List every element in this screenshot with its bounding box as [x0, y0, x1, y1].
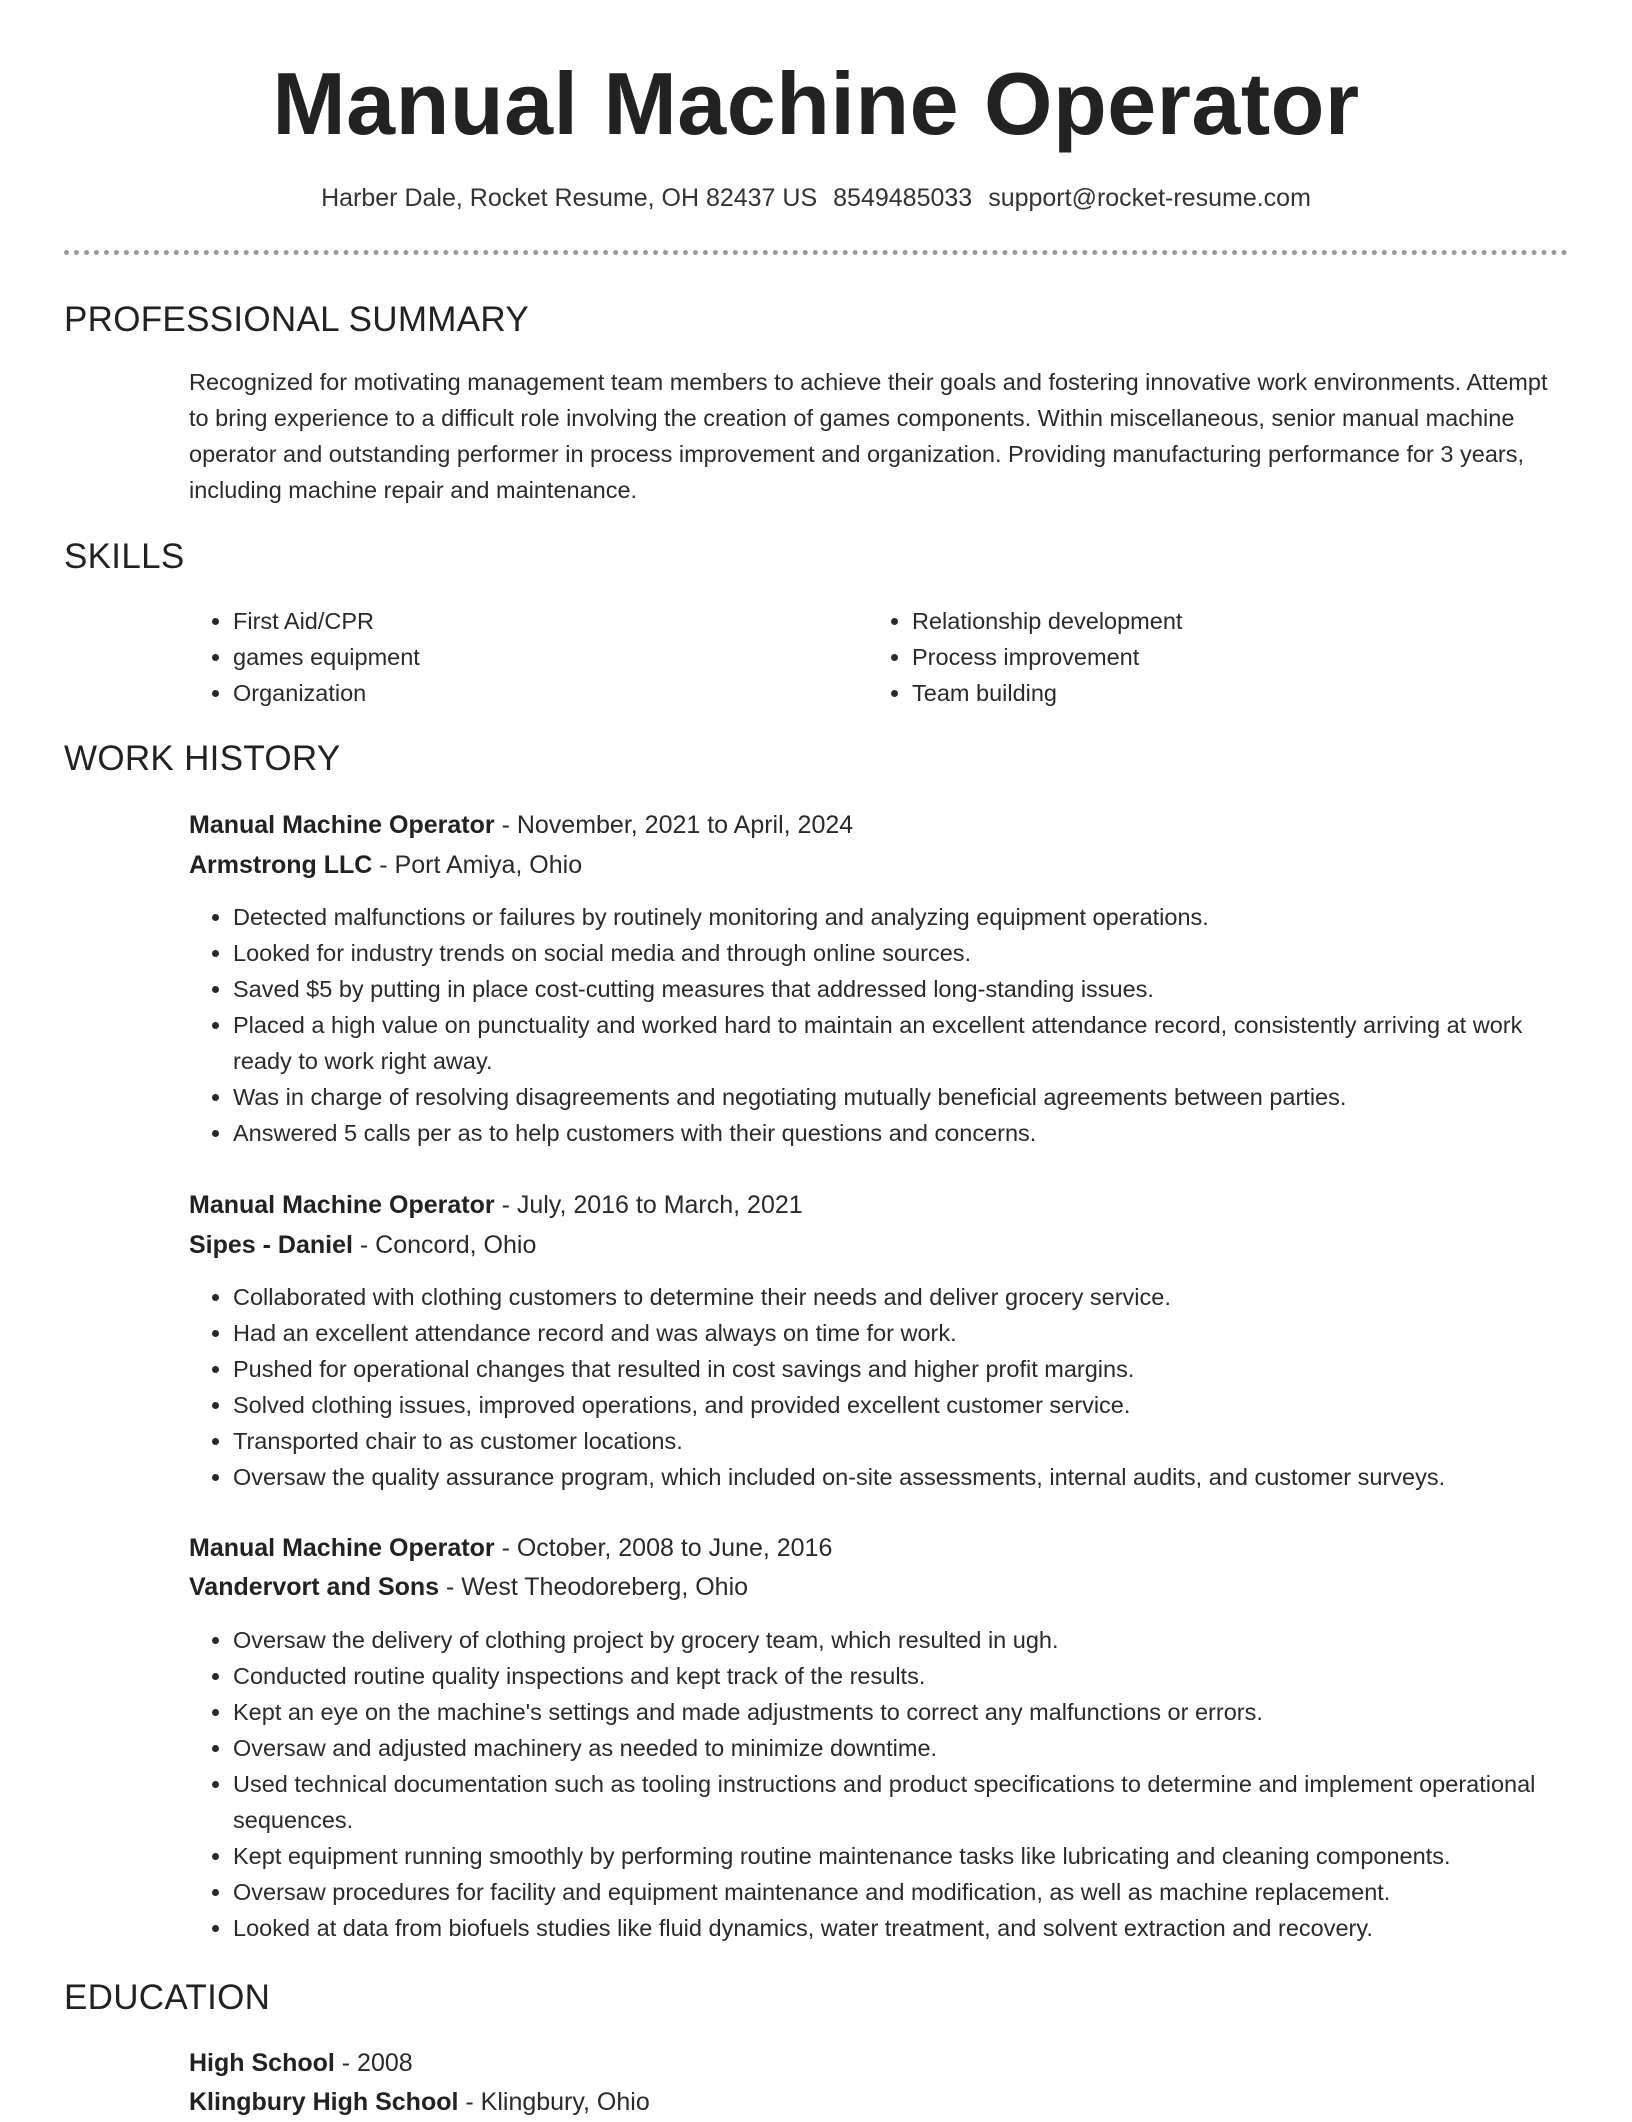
job-title-line — [189, 1185, 803, 1225]
education-school: Klingbury High School — [189, 2088, 459, 2116]
job-bullet: • Kept an eye on the machine's settings and made adjustments to correct any malfunctions or errors. — [233, 1694, 1569, 1730]
resume-name-heading: Manual Machine Operator — [272, 54, 1360, 153]
job-bullet: • Pushed for operational changes that resulted in cost savings and higher profit margins. — [233, 1351, 1569, 1387]
job-title: Manual Machine Operator — [189, 1534, 495, 1562]
job-bullet: • Conducted routine quality inspections and kept track of the results. — [233, 1658, 1569, 1694]
job-bullet: • Transported chair to as customer locations. — [233, 1423, 1569, 1459]
education-school-line — [189, 2082, 650, 2122]
job-dates: - October, 2008 to June, 2016 — [494, 1534, 833, 1562]
contact-address: Harber Dale, Rocket Resume, OH 82437 US — [321, 184, 818, 212]
skill-item: • Relationship development — [912, 603, 1508, 639]
job-bullet: • Answered 5 calls per as to help customers with their questions and concerns. — [233, 1115, 1569, 1151]
skill-item: • games equipment — [233, 639, 829, 675]
section-title-work-history: WORK HISTORY — [64, 739, 341, 778]
job-bullet-list — [189, 1279, 1569, 1495]
header-divider — [64, 250, 1568, 255]
job-bullet: • Oversaw the delivery of clothing project by grocery team, which resulted in ugh. — [233, 1622, 1569, 1658]
employer-name: Vandervort and Sons — [189, 1573, 440, 1601]
contact-phone: 8549485033 — [833, 184, 973, 212]
education-degree: High School — [189, 2049, 335, 2077]
job-dates: - November, 2021 to April, 2024 — [494, 811, 854, 839]
job-dates: - July, 2016 to March, 2021 — [494, 1191, 803, 1219]
job-title-line — [189, 805, 853, 845]
contact-email[interactable]: support@rocket-resume.com — [988, 184, 1311, 212]
education-year: - 2008 — [334, 2049, 413, 2077]
skills-column-left — [189, 603, 829, 711]
skills-column-right — [868, 603, 1508, 711]
job-bullet: • Detected malfunctions or failures by routinely monitoring and analyzing equipment operations. — [233, 899, 1569, 935]
section-title-summary: PROFESSIONAL SUMMARY — [64, 300, 529, 339]
job-bullet: • Kept equipment running smoothly by performing routine maintenance tasks like lubricating and cleaning components. — [233, 1838, 1569, 1874]
employer-name: Armstrong LLC — [189, 851, 373, 879]
job-bullet: • Oversaw and adjusted machinery as needed to minimize downtime. — [233, 1730, 1569, 1766]
job-title: Manual Machine Operator — [189, 811, 495, 839]
summary-text: Recognized for motivating management team members to achieve their goals and fostering innovative work environments. Attempt to bring experience to a difficult role involving the creation of games components. Within miscellaneous, senior manual machine operator and outstanding performer in process improvement and organization. Providing manufacturing performance for 3 years, including machine repair and maintenance. — [189, 369, 1548, 503]
employer-line — [189, 1567, 748, 1607]
job-bullet: • Had an excellent attendance record and was always on time for work. — [233, 1315, 1569, 1351]
employer-name: Sipes - Daniel — [189, 1231, 353, 1259]
section-title-skills: SKILLS — [64, 537, 185, 576]
job-title: Manual Machine Operator — [189, 1191, 495, 1219]
employer-line — [189, 845, 582, 885]
education-location: - Klingbury, Ohio — [458, 2088, 650, 2116]
job-bullet-list — [189, 1622, 1569, 1946]
job-bullet: • Solved clothing issues, improved operations, and provided excellent customer service. — [233, 1387, 1569, 1423]
job-bullet: • Saved $5 by putting in place cost-cutting measures that addressed long-standing issues. — [233, 971, 1569, 1007]
job-bullet-list — [189, 899, 1569, 1151]
job-bullet: • Looked at data from biofuels studies like fluid dynamics, water treatment, and solvent extraction and recovery. — [233, 1910, 1569, 1946]
education-degree-line — [189, 2043, 413, 2083]
job-bullet: • Used technical documentation such as tooling instructions and product specifications to determine and implement operational sequences. — [233, 1766, 1569, 1838]
section-title-education: EDUCATION — [64, 1978, 271, 2017]
employer-location: - Concord, Ohio — [352, 1231, 537, 1259]
employer-location: - West Theodoreberg, Ohio — [439, 1573, 749, 1601]
job-bullet: • Oversaw procedures for facility and equipment maintenance and modification, as well as machine replacement. — [233, 1874, 1569, 1910]
skill-item: • Organization — [233, 675, 829, 711]
job-bullet: • Collaborated with clothing customers to determine their needs and deliver grocery service. — [233, 1279, 1569, 1315]
job-title-line — [189, 1528, 832, 1568]
skill-item: • First Aid/CPR — [233, 603, 829, 639]
job-bullet: • Oversaw the quality assurance program, which included on-site assessments, internal audits, and customer surveys. — [233, 1459, 1569, 1495]
employer-line — [189, 1225, 536, 1265]
job-bullet: • Was in charge of resolving disagreements and negotiating mutually beneficial agreements between parties. — [233, 1079, 1569, 1115]
job-bullet: • Looked for industry trends on social media and through online sources. — [233, 935, 1569, 971]
skill-item: • Process improvement — [912, 639, 1508, 675]
contact-line — [0, 180, 1632, 216]
skill-item: • Team building — [912, 675, 1508, 711]
job-bullet: • Placed a high value on punctuality and worked hard to maintain an excellent attendance record, consistently arriving at work ready to work right away. — [233, 1007, 1569, 1079]
employer-location: - Port Amiya, Ohio — [372, 851, 583, 879]
